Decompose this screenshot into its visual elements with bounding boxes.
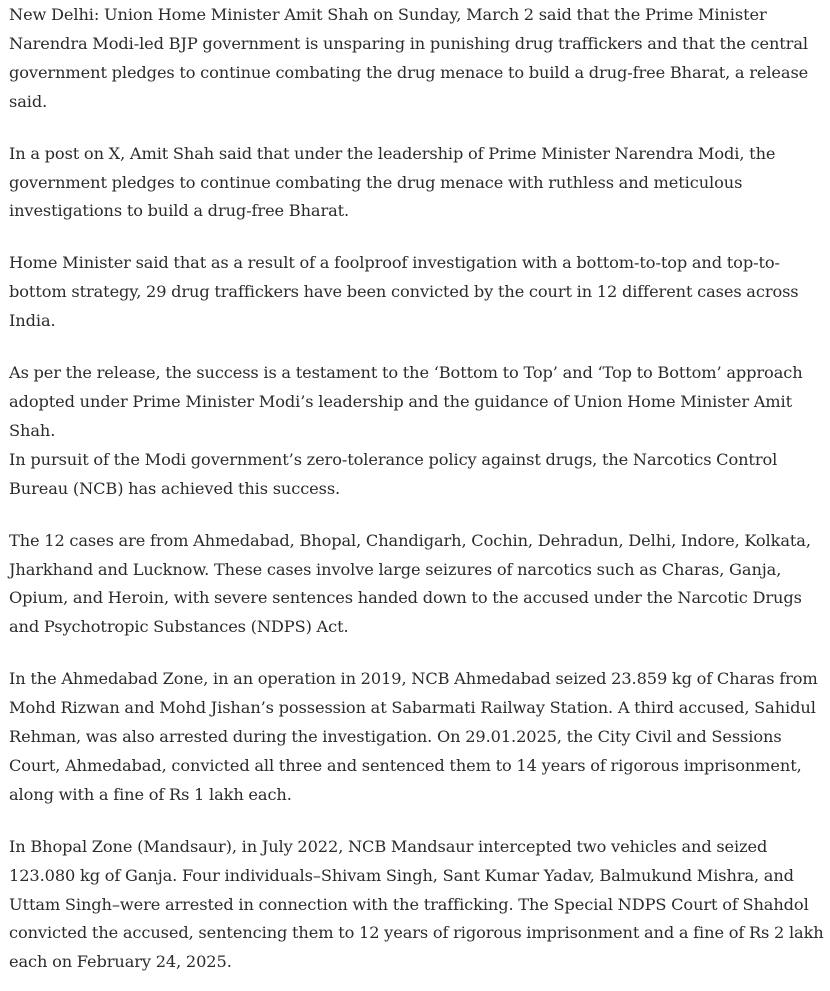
- article-paragraph-ncb-success: In pursuit of the Modi government’s zero-tolerance policy against drugs, the Narcotics Control Bureau (NCB) has achieved this success.: [9, 449, 778, 498]
- article-paragraph-cases: The 12 cases are from Ahmedabad, Bhopal, Chandigarh, Cochin, Dehradun, Delhi, Indore, Kolkata, Jharkhand and Lucknow. These cases involve large seizures of narcotics such as Charas, Ganja, Opium, and Heroin, with severe sentences handed down to the accused under the Narcotic Drugs and Psychotropic Substances (NDPS) Act.: [9, 530, 811, 637]
- article-body: [0, 1, 830, 977]
- article-paragraph-bhopal: In Bhopal Zone (Mandsaur), in July 2022, NCB Mandsaur intercepted two vehicles and seized 123.080 kg of Ganja. Four individuals–Shivam Singh, Sant Kumar Yadav, Balmukund Mishra, and Uttam Singh–were arrested in connection with the trafficking. The Special NDPS Court of Shahdol convicted the accused, sentencing them to 12 years of rigorous imprisonment and a fine of Rs 2 lakh each on February 24, 2025.: [9, 836, 824, 972]
- article-paragraph-strategy: Home Minister said that as a result of a foolproof investigation with a bottom-to-top and top-to-bottom strategy, 29 drug traffickers have been convicted by the court in 12 different cases across India.: [9, 253, 799, 331]
- article-paragraph-x-post: In a post on X, Amit Shah said that under the leadership of Prime Minister Narendra Modi, the government pledges to continue combating the drug menace with ruthless and meticulous investigations to build a drug-free Bharat.: [9, 143, 776, 221]
- article-paragraph-release: As per the release, the success is a testament to the ‘Bottom to Top’ and ‘Top to Bottom’ approach adopted under Prime Minister Modi’s leadership and the guidance of Union Home Minister Amit Shah.: [9, 363, 803, 440]
- article-paragraph-ahmedabad: In the Ahmedabad Zone, in an operation in 2019, NCB Ahmedabad seized 23.859 kg of Charas from Mohd Rizwan and Mohd Jishan’s possession at Sabarmati Railway Station. A third accused, Sahidul Rehman, was also arrested during the investigation. On 29.01.2025, the City Civil and Sessions Court, Ahmedabad, convicted all three and sentenced them to 14 years of rigorous imprisonment, along with a fine of Rs 1 lakh each.: [9, 669, 818, 804]
- article-paragraph-intro: New Delhi: Union Home Minister Amit Shah on Sunday, March 2 said that the Prime Minister Narendra Modi-led BJP government is unsparing in punishing drug traffickers and that the central government pledges to continue combating the drug menace to build a drug-free Bharat, a release said.: [9, 5, 809, 111]
